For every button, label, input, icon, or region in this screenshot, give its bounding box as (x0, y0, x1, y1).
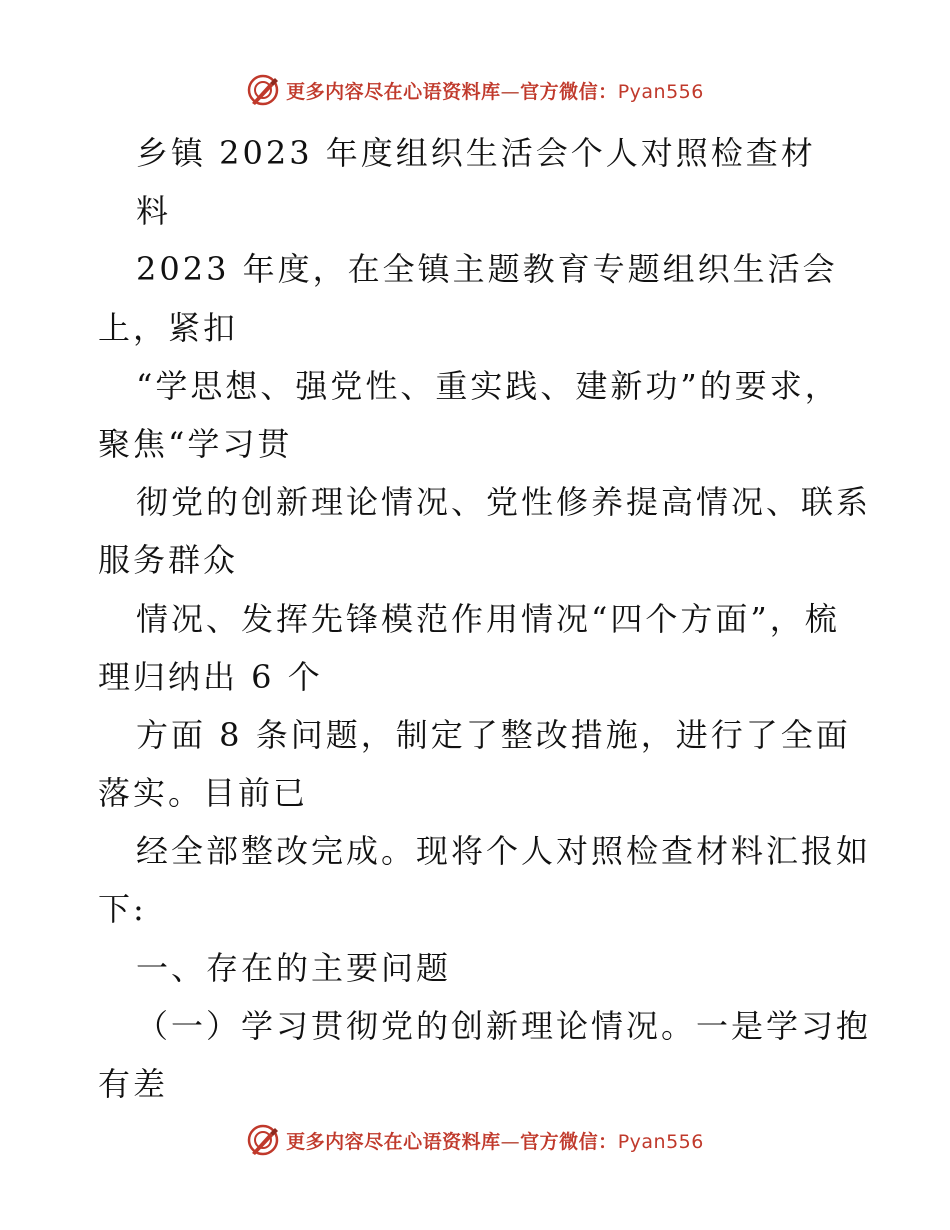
text-line: 方面 8 条问题，制定了整改措施，进行了全面 (136, 715, 851, 754)
pen-logo-icon (246, 1123, 280, 1157)
section-heading: 一、存在的主要问题 (136, 948, 452, 987)
text-line: 落实。目前已 (98, 774, 309, 813)
pen-logo-icon (246, 73, 280, 107)
text-line: 聚焦“学习贯 (98, 424, 293, 463)
text-line: 经全部整改完成。现将个人对照检查材料汇报如 (136, 832, 872, 871)
text-line: 情况、发挥先锋模范作用情况“四个方面”，梳 (136, 599, 840, 638)
text-line: 彻党的创新理论情况、党性修养提高情况、联系 (136, 483, 872, 522)
footer-watermark (0, 1120, 950, 1160)
text-line: （一）学习贯彻党的创新理论情况。一是学习抱 (136, 1006, 872, 1045)
text-line: 2023 年度，在全镇主题教育专题组织生活会 (136, 250, 838, 289)
text-line: 下: (98, 890, 147, 929)
text-line: 上，紧扣 (98, 308, 239, 347)
watermark-text: 更多内容尽在心语资料库—官方微信：Pyan556 (286, 1130, 704, 1153)
text-line: “学思想、强党性、重实践、建新功”的要求， (136, 366, 840, 405)
text-line: 理归纳出 6 个 (98, 657, 323, 696)
text-line: 乡镇 2023 年度组织生活会个人对照检查材 (136, 134, 816, 172)
header-watermark (0, 70, 950, 110)
text-line: 服务群众 (98, 541, 239, 580)
watermark-text: 更多内容尽在心语资料库—官方微信：Pyan556 (286, 80, 704, 103)
text-line: 有差 (98, 1065, 169, 1103)
document-body (98, 124, 872, 1113)
text-line: 料 (136, 192, 172, 231)
